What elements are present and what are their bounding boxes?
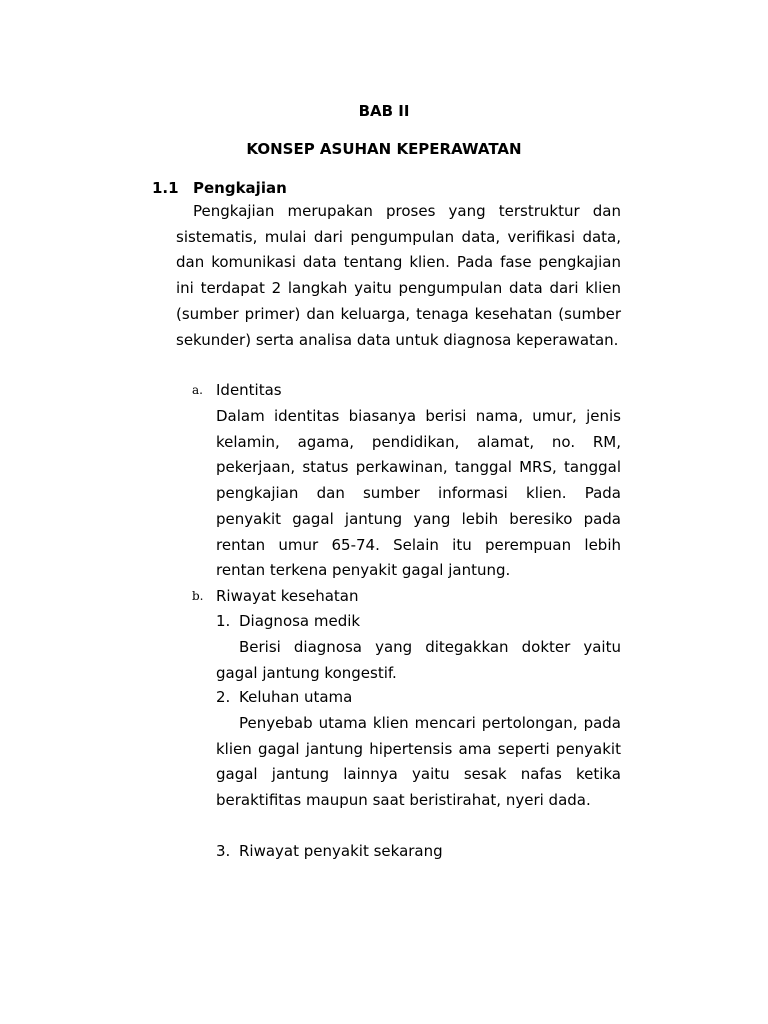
subitem-1-number: 1. xyxy=(216,612,231,630)
section-paragraph: Pengkajian merupakan proses yang terstruktur dan sistematis, mulai dari pengumpulan data, verifikasi data, dan komunikasi data tentang klien. Pada fase pengkajian ini terdapat 2 langkah yaitu pengumpulan data dari klien (sumber primer) dan keluarga, tenaga kesehatan (sumber sekunder) serta analisa data untuk diagnosa keperawatan. xyxy=(176,202,621,349)
list-marker-b: b. xyxy=(192,589,204,603)
item-a-paragraph: Dalam identitas biasanya berisi nama, umur, jenis kelamin, agama, pendidikan, alamat, no. RM, pekerjaan, status perkawinan, tanggal MRS, tanggal pengkajian dan sumber informasi klien. Pada penyakit gagal jantung yang lebih beresiko pada rentan umur 65-74. Selain itu perempuan lebih rentan terkena penyakit gagal jantung. xyxy=(216,407,621,580)
section-number: 1.1 xyxy=(152,179,179,197)
subitem-2-label: Keluhan utama xyxy=(239,688,353,706)
subitem-3-label: Riwayat penyakit sekarang xyxy=(239,842,443,860)
list-marker-a: a. xyxy=(192,383,203,397)
subitem-1-paragraph: Berisi diagnosa yang ditegakkan dokter yaitu gagal jantung kongestif. xyxy=(216,638,621,682)
item-b-label: Riwayat kesehatan xyxy=(216,587,359,605)
chapter-heading: BAB II xyxy=(358,102,410,120)
subitem-1-label: Diagnosa medik xyxy=(239,612,361,630)
subitem-3-number: 3. xyxy=(216,842,231,860)
chapter-title: KONSEP ASUHAN KEPERAWATAN xyxy=(246,140,522,158)
subitem-2-paragraph: Penyebab utama klien mencari pertolongan, pada klien gagal jantung hipertensis ama seperti penyakit gagal jantung lainnya yaitu sesak nafas ketika beraktifitas maupun saat beristirahat, nyeri dada. xyxy=(216,714,621,810)
section-heading xyxy=(152,178,287,198)
subitem-2-number: 2. xyxy=(216,688,231,706)
item-a-label: Identitas xyxy=(216,381,282,399)
section-title: Pengkajian xyxy=(193,179,287,197)
